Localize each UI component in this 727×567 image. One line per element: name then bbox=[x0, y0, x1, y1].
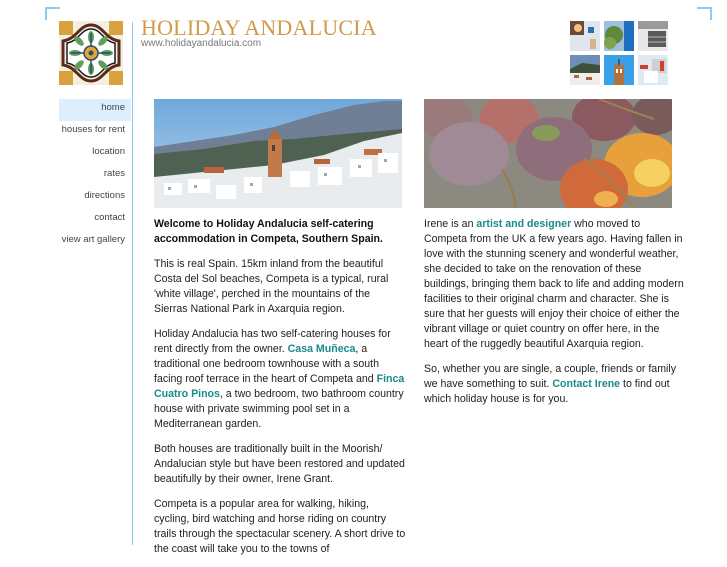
paragraph-contact bbox=[424, 362, 686, 407]
text: to find out which holiday house is for you. bbox=[424, 378, 670, 405]
paragraph-activities: Competa is a popular area for walking, hiking, cycling, bird watching and horse riding on country trails through the spectacular scenery. A short drive to the coast will take you to the towns of bbox=[154, 498, 406, 555]
nav-item-rates[interactable]: rates bbox=[103, 168, 125, 179]
site-title: HOLIDAY ANDALUCIA bbox=[141, 15, 377, 40]
intro-column bbox=[154, 217, 406, 567]
text: , a two bedroom, two bathroom country house with private swimming pool set in a Mediterranean garden. bbox=[154, 388, 404, 430]
text: , a traditional one bedroom townhouse with a south facing roof terrace in the heart of Competa and bbox=[154, 343, 379, 385]
paragraph-two-houses bbox=[154, 327, 406, 432]
paragraph-moorish-style: Both houses are traditionally built in the Moorish/ Andalucian style but have been restored and updated beautifully by their owner, Irene Grant. bbox=[154, 443, 405, 485]
site-url: www.holidayandalucia.com bbox=[141, 38, 262, 49]
text: So, whether you are single, a couple, friends or family we have something to suit. bbox=[424, 363, 677, 390]
thumbnail-grid bbox=[570, 21, 668, 85]
nav-item-home[interactable]: home bbox=[59, 99, 131, 121]
text: Holiday Andalucia has two self-catering houses for rent directly from the owner. bbox=[154, 328, 391, 355]
paragraph-real-spain: This is real Spain. 15km inland from the beautiful Costa del Sol beaches, Competa is a typical, rural 'white village', perched in the mountains of the Sierras National Park in Axarquia region. bbox=[154, 258, 389, 315]
frame-corner-top-right bbox=[697, 7, 712, 20]
vertical-divider bbox=[132, 22, 133, 545]
casa-muneca-link[interactable]: Casa Muñeca bbox=[287, 343, 356, 355]
main-nav bbox=[59, 99, 131, 253]
thumb-interior-lamp[interactable] bbox=[570, 21, 600, 51]
finca-cuatro-pinos-link[interactable]: Finca Cuatro Pinos bbox=[154, 373, 405, 400]
text: Irene is an bbox=[424, 218, 477, 230]
nav-item-location[interactable]: location bbox=[92, 146, 125, 157]
artist-and-designer-link[interactable]: artist and designer bbox=[476, 218, 572, 230]
tile-logo-icon[interactable] bbox=[59, 21, 123, 85]
nav-item-view-art-gallery[interactable]: view art gallery bbox=[61, 234, 125, 245]
hero-image-plums bbox=[424, 99, 672, 208]
hero-image-competa-village bbox=[154, 99, 402, 208]
thumb-red-white-wall[interactable] bbox=[638, 55, 668, 85]
paragraph-about-irene bbox=[424, 217, 686, 352]
frame-corner-top-left bbox=[45, 7, 60, 20]
thumb-village-hillside[interactable] bbox=[570, 55, 600, 85]
nav-item-directions[interactable]: directions bbox=[84, 190, 125, 201]
nav-item-houses-for-rent[interactable]: houses for rent bbox=[61, 124, 125, 135]
thumb-plants-blue-door[interactable] bbox=[604, 21, 634, 51]
thumb-grey-balcony[interactable] bbox=[638, 21, 668, 51]
owner-column bbox=[424, 217, 686, 417]
nav-item-contact[interactable]: contact bbox=[94, 212, 125, 223]
contact-irene-link[interactable]: Contact Irene bbox=[552, 378, 621, 390]
thumb-church-tower[interactable] bbox=[604, 55, 634, 85]
text: who moved to Competa from the UK a few years ago. Having fallen in love with the stunning scenery and wonderful weather, she decided to take on the renovation of these buildings, bringing them back to life and adding modern facilities to their original charm and character. She is sure that her guests will enjoy their choice of either the vibrant village or quiet country on offer here, in the heart of the ruggedly beautiful Axarquia region. bbox=[424, 218, 684, 350]
welcome-heading: Welcome to Holiday Andalucia self-catering accommodation in Competa, Southern Spain. bbox=[154, 218, 383, 245]
